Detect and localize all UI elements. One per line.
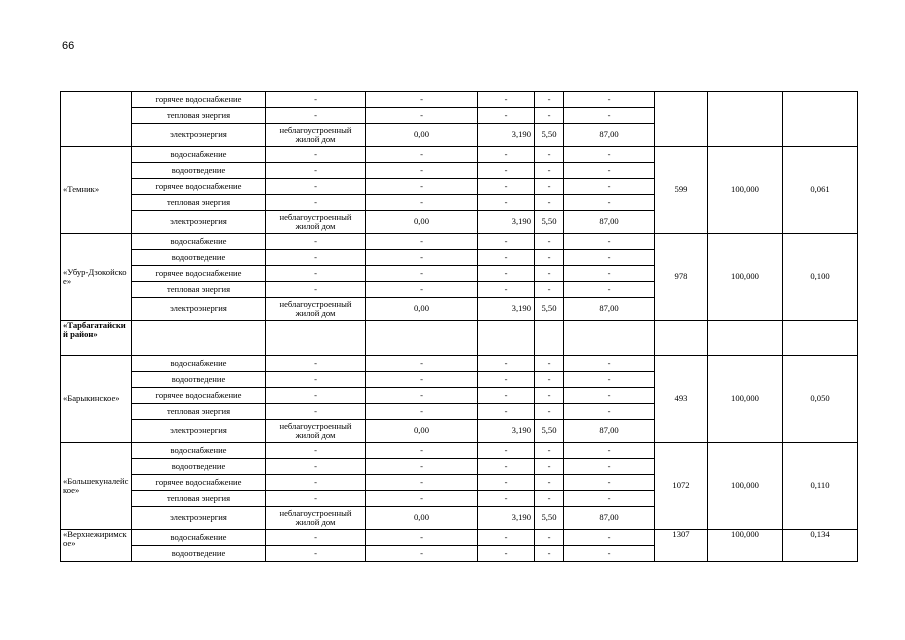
building-type: неблагоустроенный жилой дом (266, 420, 366, 443)
value-cell: - (478, 372, 535, 388)
building-type: - (266, 108, 366, 124)
service-name: горячее водоснабжение (132, 92, 266, 108)
settlement-name: «Барыкинское» (61, 356, 132, 443)
value-cell: - (564, 404, 655, 420)
value-cell: - (366, 108, 478, 124)
value-cell: 5,50 (535, 420, 564, 443)
value-cell: - (366, 282, 478, 298)
district-name: «Тарбагатайский район» (61, 321, 132, 356)
percent-cell: 100,000 (708, 234, 783, 321)
value-cell: - (478, 388, 535, 404)
value-cell: - (366, 459, 478, 475)
value-cell: 0,00 (366, 420, 478, 443)
value-cell: 5,50 (535, 211, 564, 234)
table-row (61, 530, 858, 546)
value-cell: - (535, 475, 564, 491)
service-name: электроэнергия (132, 420, 266, 443)
building-type: - (266, 459, 366, 475)
value-cell: - (366, 388, 478, 404)
value-cell: - (564, 388, 655, 404)
service-name: тепловая энергия (132, 404, 266, 420)
value-cell: - (564, 491, 655, 507)
service-name: тепловая энергия (132, 195, 266, 211)
service-name: водоотведение (132, 372, 266, 388)
building-type: неблагоустроенный жилой дом (266, 211, 366, 234)
share-cell: 0,061 (783, 147, 858, 234)
utility-table (60, 91, 858, 562)
value-cell: 3,190 (478, 211, 535, 234)
value-cell: 0,00 (366, 298, 478, 321)
value-cell: - (535, 530, 564, 546)
share-cell: 0,100 (783, 234, 858, 321)
service-name: горячее водоснабжение (132, 388, 266, 404)
building-type: - (266, 546, 366, 562)
building-type: - (266, 92, 366, 108)
value-cell: - (535, 491, 564, 507)
share-cell (783, 92, 858, 147)
table-row (61, 356, 858, 372)
value-cell: - (564, 108, 655, 124)
value-cell: - (478, 282, 535, 298)
value-cell: 87,00 (564, 420, 655, 443)
empty-cell (535, 321, 564, 356)
value-cell: - (564, 530, 655, 546)
value-cell: 3,190 (478, 420, 535, 443)
empty-cell (132, 321, 266, 356)
settlement-name: «Большекуналейское» (61, 443, 132, 530)
building-type: - (266, 250, 366, 266)
value-cell: - (535, 108, 564, 124)
service-name: водоснабжение (132, 234, 266, 250)
percent-cell: 100,000 (708, 356, 783, 443)
value-cell: - (366, 530, 478, 546)
value-cell: - (478, 163, 535, 179)
population-cell: 493 (655, 356, 708, 443)
value-cell: 0,00 (366, 211, 478, 234)
value-cell: - (366, 234, 478, 250)
value-cell: - (535, 443, 564, 459)
value-cell: - (535, 404, 564, 420)
value-cell: 87,00 (564, 124, 655, 147)
empty-cell (564, 321, 655, 356)
value-cell: - (535, 546, 564, 562)
value-cell: - (366, 92, 478, 108)
percent-cell: 100,000 (708, 443, 783, 530)
value-cell: 0,00 (366, 124, 478, 147)
building-type: - (266, 404, 366, 420)
value-cell: - (478, 179, 535, 195)
value-cell: - (535, 266, 564, 282)
value-cell: 5,50 (535, 298, 564, 321)
value-cell: - (564, 546, 655, 562)
population-cell: 1307 (655, 530, 708, 562)
value-cell: - (564, 92, 655, 108)
value-cell: - (366, 546, 478, 562)
building-type: - (266, 475, 366, 491)
building-type: неблагоустроенный жилой дом (266, 298, 366, 321)
value-cell: - (564, 475, 655, 491)
service-name: водоснабжение (132, 356, 266, 372)
value-cell: - (478, 475, 535, 491)
value-cell: - (535, 234, 564, 250)
value-cell: - (564, 459, 655, 475)
service-name: электроэнергия (132, 298, 266, 321)
share-cell: 0,110 (783, 443, 858, 530)
value-cell: - (478, 147, 535, 163)
value-cell: - (366, 163, 478, 179)
value-cell: - (478, 195, 535, 211)
service-name: водоотведение (132, 546, 266, 562)
value-cell: - (366, 491, 478, 507)
value-cell: 3,190 (478, 298, 535, 321)
settlement-name: «Верхнежиримское» (61, 530, 132, 562)
value-cell: - (366, 179, 478, 195)
value-cell: - (564, 266, 655, 282)
building-type: - (266, 266, 366, 282)
building-type: - (266, 530, 366, 546)
table-row (61, 234, 858, 250)
value-cell: 0,00 (366, 507, 478, 530)
empty-cell (366, 321, 478, 356)
building-type: - (266, 234, 366, 250)
value-cell: - (535, 163, 564, 179)
percent-cell: 100,000 (708, 530, 783, 562)
value-cell: - (366, 147, 478, 163)
empty-cell (783, 321, 858, 356)
service-name: водоотведение (132, 163, 266, 179)
value-cell: - (478, 108, 535, 124)
settlement-name: «Убур-Дзокойское» (61, 234, 132, 321)
value-cell: - (478, 491, 535, 507)
page-number: 66 (62, 40, 75, 52)
service-name: горячее водоснабжение (132, 475, 266, 491)
service-name: тепловая энергия (132, 491, 266, 507)
service-name: электроэнергия (132, 124, 266, 147)
value-cell: - (478, 404, 535, 420)
building-type: - (266, 147, 366, 163)
value-cell: - (535, 372, 564, 388)
value-cell: - (564, 195, 655, 211)
building-type: - (266, 179, 366, 195)
table-row (61, 92, 858, 108)
service-name: электроэнергия (132, 507, 266, 530)
value-cell: - (366, 372, 478, 388)
value-cell: - (366, 195, 478, 211)
value-cell: - (366, 250, 478, 266)
table-row (61, 321, 858, 356)
value-cell: - (478, 92, 535, 108)
value-cell: - (366, 443, 478, 459)
value-cell: - (535, 179, 564, 195)
value-cell: - (366, 404, 478, 420)
value-cell: - (564, 250, 655, 266)
value-cell: 5,50 (535, 507, 564, 530)
value-cell: 3,190 (478, 507, 535, 530)
empty-cell (655, 321, 708, 356)
value-cell: 87,00 (564, 211, 655, 234)
value-cell: - (535, 356, 564, 372)
share-cell: 0,134 (783, 530, 858, 562)
value-cell: - (535, 388, 564, 404)
value-cell: - (535, 195, 564, 211)
value-cell: - (478, 459, 535, 475)
table-row (61, 443, 858, 459)
service-name: электроэнергия (132, 211, 266, 234)
building-type: - (266, 388, 366, 404)
share-cell: 0,050 (783, 356, 858, 443)
value-cell: 5,50 (535, 124, 564, 147)
settlement-name: «Темник» (61, 147, 132, 234)
value-cell: - (478, 443, 535, 459)
service-name: водоснабжение (132, 443, 266, 459)
service-name: горячее водоснабжение (132, 266, 266, 282)
building-type: - (266, 195, 366, 211)
service-name: тепловая энергия (132, 108, 266, 124)
building-type: - (266, 356, 366, 372)
value-cell: - (535, 92, 564, 108)
table-row (61, 147, 858, 163)
population-cell (655, 92, 708, 147)
value-cell: - (564, 234, 655, 250)
value-cell: 87,00 (564, 507, 655, 530)
value-cell: 3,190 (478, 124, 535, 147)
value-cell: - (478, 530, 535, 546)
percent-cell: 100,000 (708, 147, 783, 234)
value-cell: - (478, 250, 535, 266)
building-type: - (266, 282, 366, 298)
value-cell: - (478, 234, 535, 250)
service-name: водоотведение (132, 459, 266, 475)
value-cell: - (366, 475, 478, 491)
value-cell: 87,00 (564, 298, 655, 321)
population-cell: 978 (655, 234, 708, 321)
value-cell: - (478, 266, 535, 282)
value-cell: - (564, 163, 655, 179)
value-cell: - (535, 147, 564, 163)
value-cell: - (366, 356, 478, 372)
empty-cell (708, 321, 783, 356)
building-type: - (266, 163, 366, 179)
service-name: водоотведение (132, 250, 266, 266)
value-cell: - (535, 459, 564, 475)
value-cell: - (535, 250, 564, 266)
empty-cell (266, 321, 366, 356)
value-cell: - (564, 443, 655, 459)
value-cell: - (564, 356, 655, 372)
empty-cell (478, 321, 535, 356)
value-cell: - (564, 282, 655, 298)
value-cell: - (478, 356, 535, 372)
population-cell: 599 (655, 147, 708, 234)
value-cell: - (564, 372, 655, 388)
population-cell: 1072 (655, 443, 708, 530)
building-type: неблагоустроенный жилой дом (266, 124, 366, 147)
value-cell: - (478, 546, 535, 562)
value-cell: - (564, 147, 655, 163)
service-name: водоснабжение (132, 147, 266, 163)
building-type: - (266, 443, 366, 459)
service-name: тепловая энергия (132, 282, 266, 298)
building-type: - (266, 372, 366, 388)
service-name: горячее водоснабжение (132, 179, 266, 195)
settlement-name-empty (61, 92, 132, 147)
building-type: - (266, 491, 366, 507)
value-cell: - (535, 282, 564, 298)
value-cell: - (366, 266, 478, 282)
percent-cell (708, 92, 783, 147)
service-name: водоснабжение (132, 530, 266, 546)
building-type: неблагоустроенный жилой дом (266, 507, 366, 530)
value-cell: - (564, 179, 655, 195)
